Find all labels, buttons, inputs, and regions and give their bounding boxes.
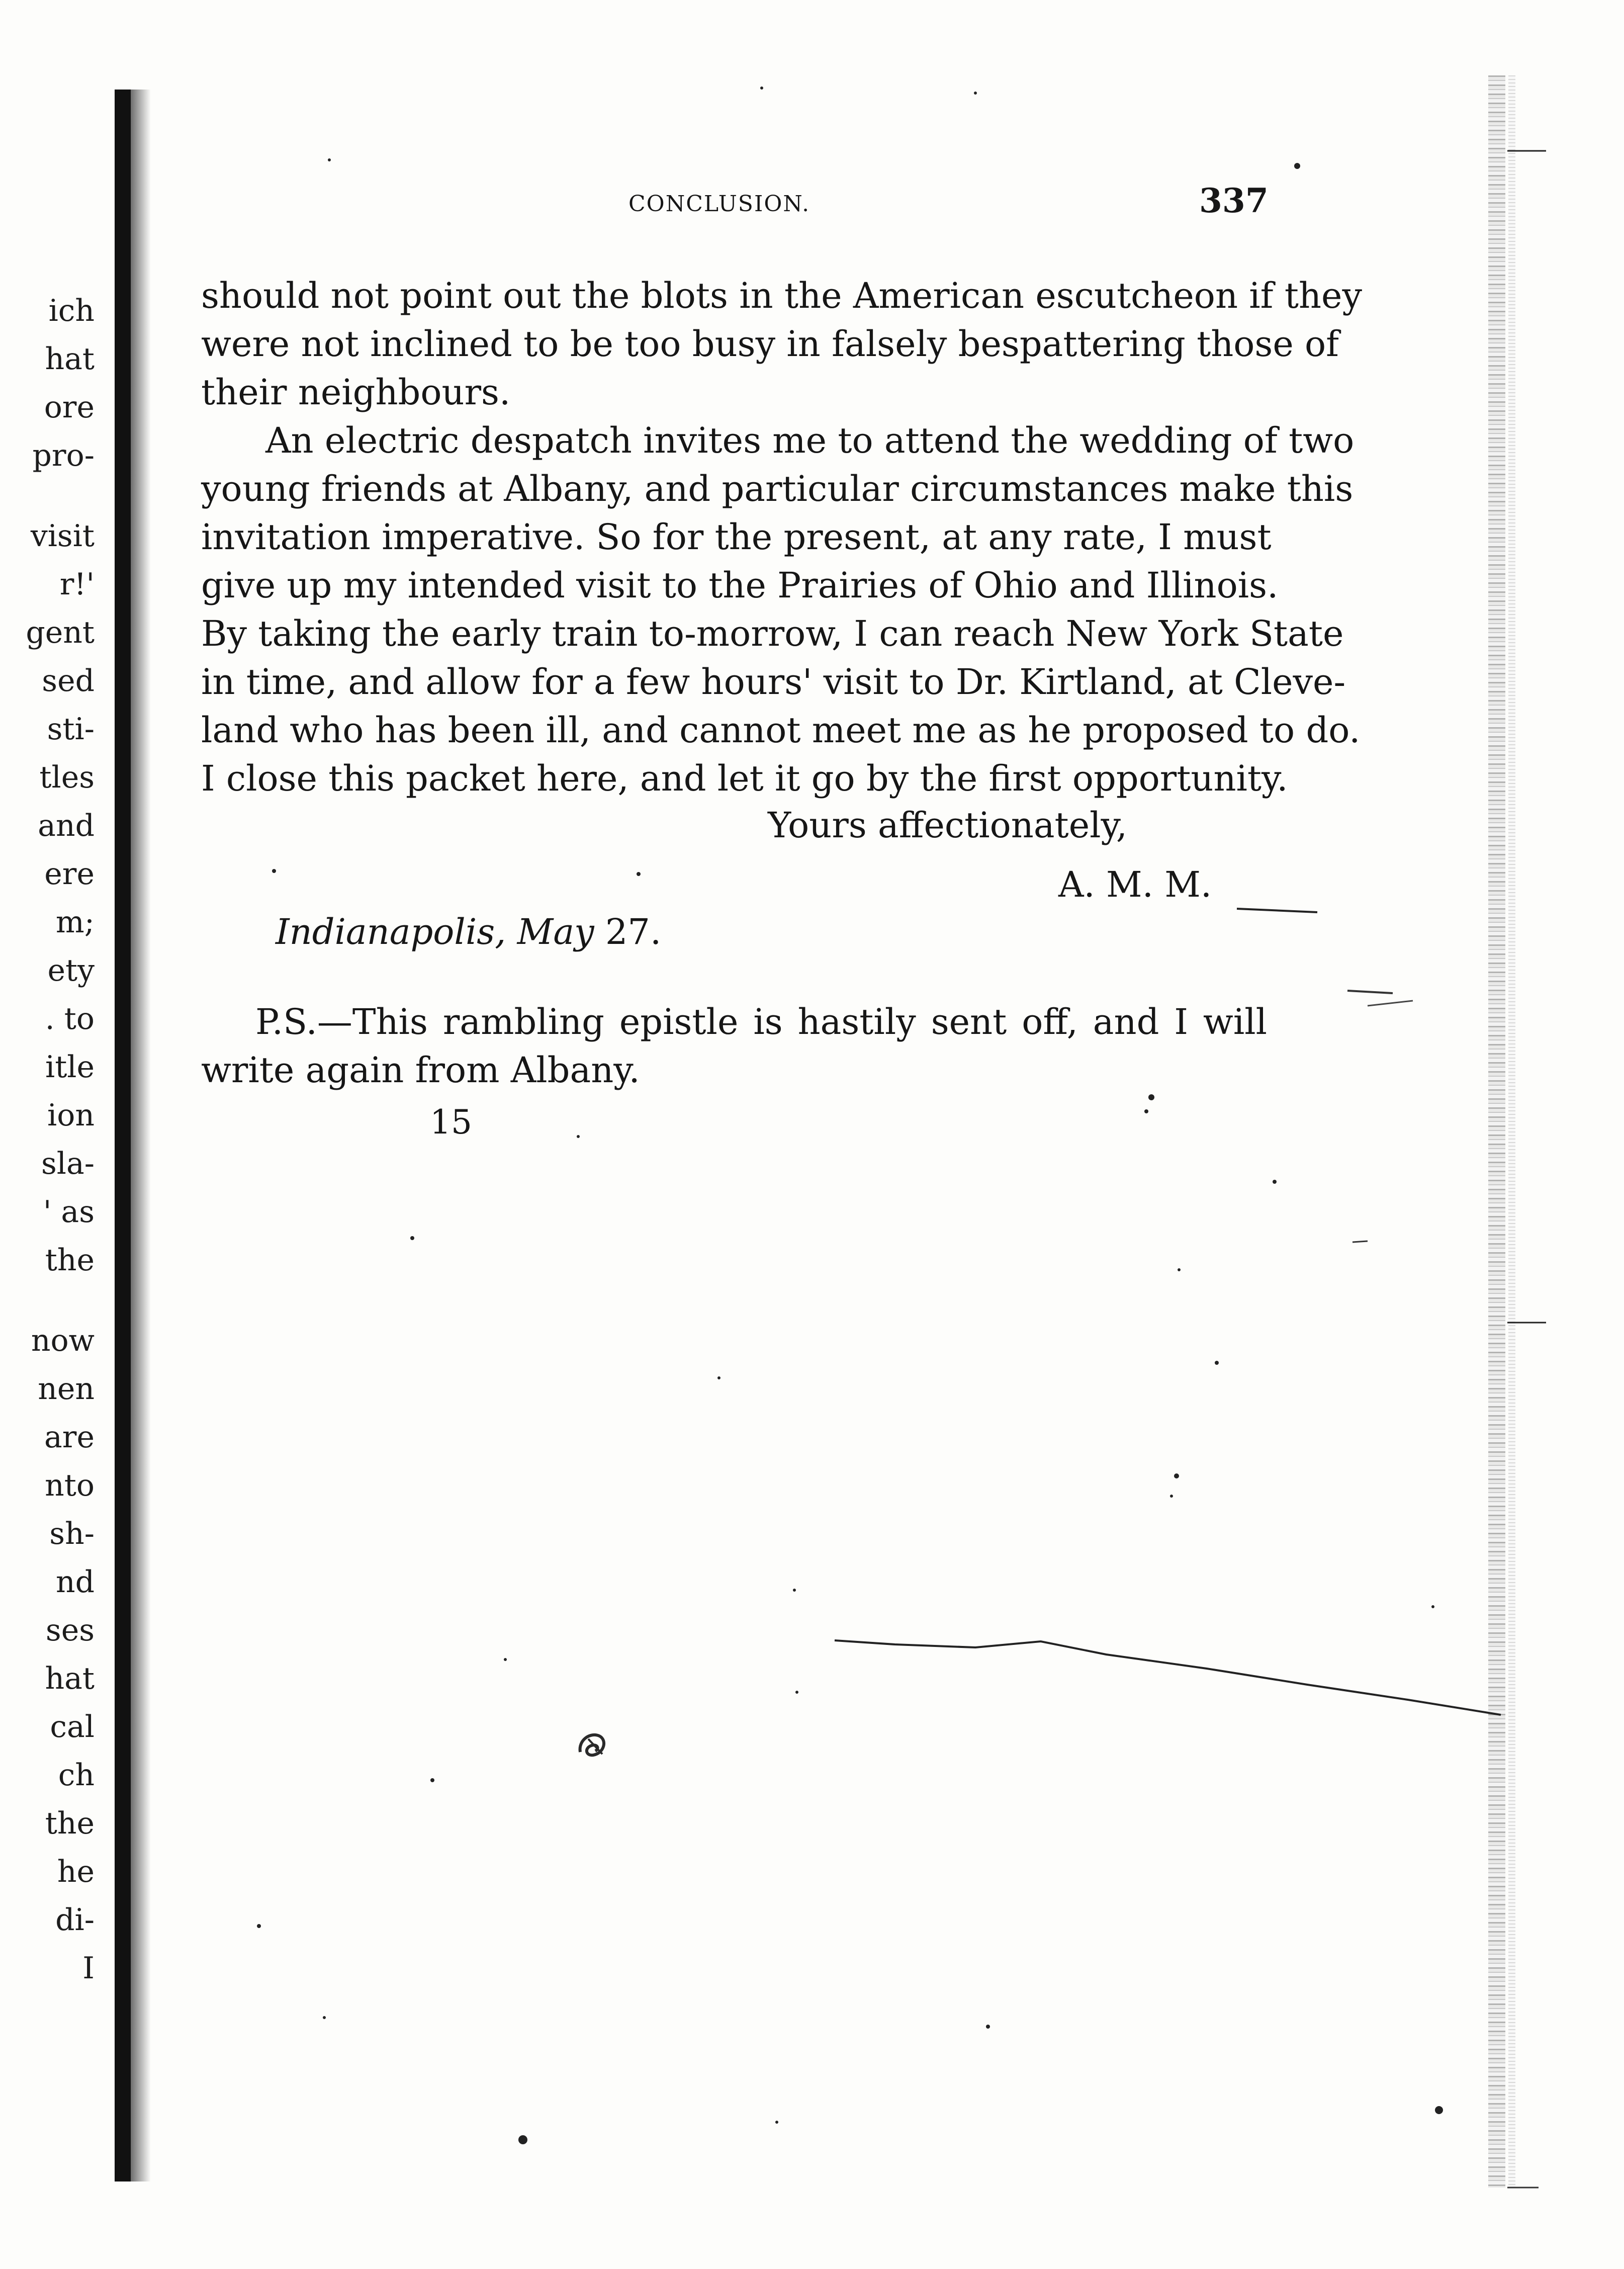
left-page-fragment: the <box>45 1243 95 1278</box>
left-page-fragment: now <box>31 1323 95 1358</box>
dateline-day: 27. <box>605 911 662 952</box>
left-page-fragment: sh- <box>49 1516 95 1551</box>
left-page-fragment: ch <box>58 1758 95 1793</box>
dateline-place: Indianapolis, <box>276 911 506 952</box>
left-page-fragment: gent <box>26 615 95 650</box>
postscript-line: P.S.—This rambling epistle is hastily sent off, and I will <box>255 1001 1267 1042</box>
body-line: young friends at Albany, and particular circumstances make this <box>201 468 1354 509</box>
body-line: should not point out the blots in the American escutcheon if they <box>201 275 1363 316</box>
body-line: I close this packet here, and let it go by the first opportunity. <box>201 758 1288 799</box>
body-line: in time, and allow for a few hours' visit to Dr. Kirtland, at Cleve- <box>201 661 1346 703</box>
body-line: By taking the early train to-morrow, I can reach New York State <box>201 613 1344 654</box>
left-page-fragment: visit <box>30 518 95 554</box>
signature-number: 15 <box>430 1103 472 1142</box>
left-page-fragment: pro- <box>32 438 95 473</box>
left-page-fragment: . to <box>45 1001 95 1036</box>
left-page-fragment: ore <box>44 390 95 425</box>
left-page-fragment: nen <box>38 1371 95 1407</box>
body-line: their neighbours. <box>201 372 511 413</box>
left-page-fragment: he <box>57 1854 95 1889</box>
body-line: invitation imperative. So for the present, at any rate, I must <box>201 516 1272 558</box>
letter-signature: A. M. M. <box>1058 864 1212 905</box>
left-page-fragment: are <box>44 1420 95 1455</box>
letter-closing: Yours affectionately, <box>768 805 1128 846</box>
left-page-fragment: ' as <box>43 1194 95 1230</box>
left-page-fragment: ion <box>47 1098 95 1133</box>
left-page-fragment: ich <box>48 293 95 328</box>
left-page-fragment: tles <box>39 760 95 795</box>
left-page-fragment: r!' <box>59 567 95 602</box>
dateline-month: May <box>517 911 594 952</box>
left-page-fragment: ses <box>45 1613 95 1648</box>
left-page-fragment: hat <box>45 1661 95 1696</box>
left-page-fragment: sti- <box>47 712 95 747</box>
left-page-fragment: ere <box>44 856 95 892</box>
running-head: CONCLUSION. <box>628 191 810 217</box>
body-line: give up my intended visit to the Prairies of Ohio and Illinois. <box>201 565 1279 606</box>
left-page-fragment: ety <box>47 953 95 988</box>
postscript-line: write again from Albany. <box>201 1050 640 1091</box>
left-page-fragment: di- <box>55 1902 95 1938</box>
left-page-fragment: and <box>38 808 95 843</box>
left-page-fragment: sed <box>42 663 95 699</box>
left-page-fragment: sla- <box>41 1146 95 1181</box>
left-page-fragment: hat <box>45 341 95 377</box>
body-line: An electric despatch invites me to attend the wedding of two <box>265 420 1355 461</box>
body-line: land who has been ill, and cannot meet me as he proposed to do. <box>201 710 1361 751</box>
left-page-fragment: cal <box>50 1709 95 1744</box>
left-page-fragment: m; <box>55 905 95 940</box>
left-page-fragment: itle <box>45 1050 95 1085</box>
left-page-fragment: nto <box>45 1468 95 1503</box>
left-page-fragment: I <box>82 1951 95 1986</box>
left-page-fragment: nd <box>55 1564 95 1600</box>
left-page-fragment: the <box>45 1806 95 1841</box>
page-number: 337 <box>1199 181 1269 220</box>
body-line: were not inclined to be too busy in falsely bespattering those of <box>201 323 1339 365</box>
